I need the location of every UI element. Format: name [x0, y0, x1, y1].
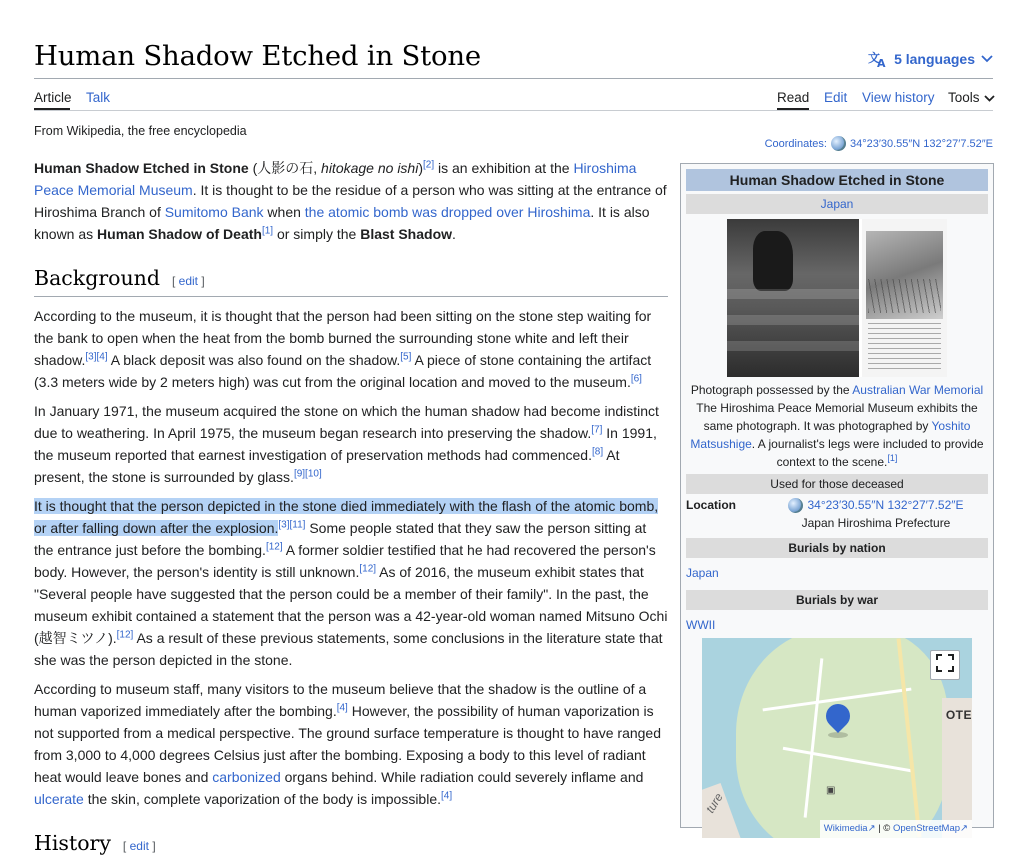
citation[interactable]: [1]	[261, 225, 274, 237]
text: A piece of stone containing the artifact (3.3 meters wide by 2 meters high) was cut from the original location and moved to the museum.	[34, 352, 652, 390]
tools-menu[interactable]	[948, 90, 995, 105]
map-label: OTE	[945, 708, 972, 722]
heading-text: Background	[34, 266, 160, 290]
text: However, the possibility of human vaporization is not supported from a medical perspective. The ground surface temperature is thought to have ranged from 3,000 to 4,000 degrees Celsius just after the bombing. Exposing a body to this level of radiant heat would leave bones and	[34, 703, 661, 785]
coordinates-link[interactable]: 34°23′30.55″N 132°27′7.52″E	[849, 137, 993, 150]
text: As a result of these previous statements, some conclusions in the literature state that she was the person depicted in the stone.	[34, 630, 663, 668]
tab-edit[interactable]: Edit	[824, 90, 848, 105]
text: organs behind. While radiation could severely inflame and	[280, 769, 644, 785]
selected-text: It is thought that the person depicted in the stone died immediately with the flash of the atomic bomb, or after falling down after the explosion.	[34, 498, 659, 536]
link-ulcerate[interactable]: ulcerate	[34, 791, 84, 807]
external-link-icon: ↗	[867, 823, 876, 834]
text: (人影の石,	[248, 160, 322, 176]
translate-icon	[868, 50, 888, 68]
edit-link[interactable]: edit	[178, 274, 199, 288]
text: when	[263, 204, 305, 220]
text: or simply the	[273, 226, 361, 242]
location-value	[764, 496, 988, 532]
bracket: [	[171, 274, 176, 288]
tools-label: Tools	[948, 90, 980, 105]
citation[interactable]: [12]	[116, 629, 134, 641]
text: The Hiroshima Peace Memorial Museum exhibits the same photograph. It was photographed by	[696, 401, 978, 433]
location-coords-link[interactable]: 34°23′30.55″N 132°27′7.52″E	[807, 498, 964, 512]
heading-text: History	[34, 831, 111, 855]
bold-term: Blast Shadow	[360, 226, 453, 242]
citation[interactable]: [6]	[630, 373, 642, 385]
text: According to the museum, it is thought that the person had been sitting on the stone step waiting for the bank to open when the heat from the bomb burned the surrounding stone white and left their shadow.	[34, 308, 652, 368]
romaji: hitokage no ishi	[321, 160, 419, 176]
paragraph	[34, 678, 668, 810]
citation[interactable]: [9][10]	[293, 468, 322, 480]
citation[interactable]: [1]	[887, 453, 898, 463]
text: | ©	[875, 823, 893, 834]
citation[interactable]: [3][4]	[85, 351, 108, 363]
text: is an exhibition at the	[434, 160, 574, 176]
citation[interactable]: [4]	[441, 790, 453, 802]
section-heading-history	[34, 832, 668, 859]
link-awm[interactable]: Australian War Memorial	[852, 383, 984, 397]
link-carbonized[interactable]: carbonized	[212, 769, 281, 785]
bracket: ]	[152, 839, 156, 853]
coordinates	[765, 136, 993, 151]
text: . It is also known as	[34, 204, 650, 242]
infobox	[680, 163, 994, 834]
tagline: From Wikipedia, the free encyclopedia	[34, 124, 247, 138]
section-heading-background	[34, 267, 668, 297]
text: A former soldier testified that he had recovered the person's body. However, the person's identity is still unknown.	[34, 542, 656, 580]
text: )	[418, 160, 423, 176]
text: . A journalist's legs were included to provide context to the scene.	[751, 437, 984, 469]
tab-read[interactable]: Read	[777, 90, 810, 105]
link-japan[interactable]: Japan	[820, 197, 854, 211]
intro-paragraph	[34, 157, 668, 245]
infobox-header-war: Burials by war	[686, 590, 988, 610]
text: As of 2016, the museum exhibit states that "Several people have suggested that the person could be a member of their family". In the past, the museum exhibit contained a statement that the person was a 42-year-old woman named Mitsuno Ochi (越智ミツノ).	[34, 564, 668, 646]
languages-button[interactable]	[868, 50, 993, 68]
link-sumitomo[interactable]: Sumitomo Bank	[164, 204, 264, 220]
text: A black deposit was also found on the shadow.	[107, 352, 401, 368]
tabs-divider	[34, 110, 993, 111]
infobox-header-nation: Burials by nation	[686, 538, 988, 558]
tab-talk[interactable]: Talk	[86, 90, 111, 105]
article-body	[34, 157, 668, 859]
chevron-down-icon	[981, 55, 993, 63]
infobox-used-for: Used for those deceased	[686, 474, 988, 494]
page-title: Human Shadow Etched in Stone	[34, 40, 481, 72]
citation[interactable]: [4]	[336, 702, 348, 714]
infobox-location-row	[686, 494, 988, 534]
infobox-title: Human Shadow Etched in Stone	[686, 169, 988, 191]
citation[interactable]: [12]	[265, 541, 283, 553]
globe-icon[interactable]	[788, 498, 803, 513]
edit-section-link	[123, 835, 156, 857]
map-label: ture	[702, 790, 726, 816]
text: . It is thought to be the residue of a person who was sitting at the entrance of Hiroshima Branch of	[34, 182, 667, 220]
infobox-subtitle	[686, 194, 988, 214]
bracket: ]	[201, 274, 205, 288]
text: At present, the stone is surrounded by glass.	[34, 447, 620, 485]
text: Photograph possessed by the	[690, 383, 853, 397]
citation[interactable]: [8]	[591, 446, 604, 458]
text: According to museum staff, many visitors to the museum believe that the shadow is the outline of a human vaporized immediately after the bombing.	[34, 681, 647, 719]
photo-stone-steps	[727, 219, 859, 377]
citation[interactable]: [5]	[400, 351, 412, 363]
tab-view-history[interactable]: View history	[862, 90, 935, 105]
text: .	[452, 226, 456, 242]
paragraph	[34, 495, 668, 671]
edit-section-link	[172, 270, 205, 292]
svg-text:A: A	[877, 57, 886, 68]
text: the skin, complete vaporization of the body is impossible.	[83, 791, 441, 807]
link-burials-nation[interactable]: Japan	[686, 566, 719, 580]
citation[interactable]: [7]	[591, 424, 603, 436]
bracket: [	[122, 839, 127, 853]
text: In 1991, the museum reported that earnest investigation of preservation methods had commenced.	[34, 425, 657, 463]
bus-stop-icon: ▣	[826, 785, 836, 796]
external-link-icon: ↗	[960, 823, 968, 834]
fullscreen-button[interactable]	[930, 650, 960, 680]
photo-railing-caption	[862, 219, 947, 377]
bold-term: Human Shadow of Death	[97, 226, 262, 242]
paragraph	[34, 400, 668, 488]
link-burials-war[interactable]: WWII	[686, 618, 716, 632]
svg-text:文: 文	[868, 51, 881, 65]
tab-article[interactable]: Article	[34, 90, 72, 105]
title-divider	[34, 78, 993, 79]
globe-icon[interactable]	[831, 136, 846, 151]
coordinates-label: Coordinates:	[764, 137, 827, 150]
citation[interactable]: [2]	[423, 159, 435, 171]
location-label: Location	[686, 498, 736, 512]
fullscreen-icon	[936, 654, 954, 677]
link-wikimedia[interactable]: Wikimedia	[823, 823, 868, 834]
chevron-down-icon	[984, 90, 995, 105]
text: Some people stated that they saw the person sitting at the entrance just before the bombing.	[34, 520, 647, 558]
map-attribution	[820, 820, 972, 838]
link-bombing[interactable]: the atomic bomb was dropped over Hiroshima	[304, 204, 591, 220]
edit-link[interactable]: edit	[129, 839, 149, 853]
text: In January 1971, the museum acquired the stone on which the human shadow had become indistinct due to weathering. In April 1975, the museum began research into preserving the shadow.	[34, 403, 659, 441]
link-museum[interactable]: Hiroshima Peace Memorial Museum	[34, 160, 637, 198]
infobox-caption	[686, 381, 988, 471]
paragraph	[34, 305, 668, 393]
location-place: Japan Hiroshima Prefecture	[801, 516, 951, 530]
infobox-photo[interactable]	[727, 219, 947, 377]
link-matsushige[interactable]: Yoshito Matsushige	[690, 419, 971, 451]
bold-term: Human Shadow Etched in Stone	[34, 160, 249, 176]
citation[interactable]: [12]	[359, 563, 377, 575]
languages-label: 5 languages	[894, 51, 975, 67]
citation[interactable]: [3][11]	[278, 519, 306, 531]
location-map[interactable]	[702, 638, 972, 838]
link-osm[interactable]: OpenStreetMap	[892, 823, 961, 834]
